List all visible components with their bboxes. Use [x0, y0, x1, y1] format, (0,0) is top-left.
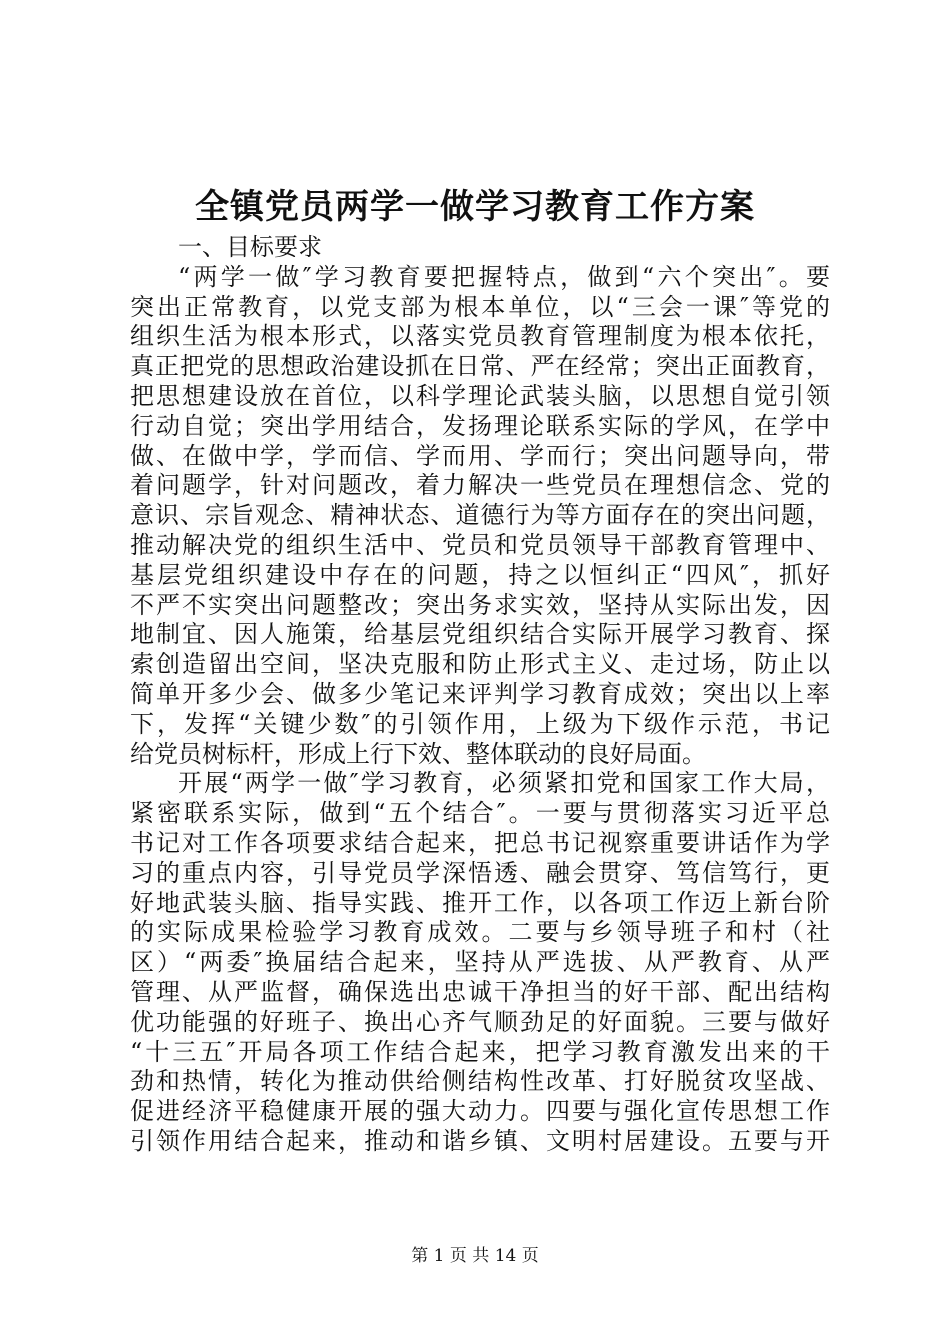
paragraph-line: 行动自觉；突出学用结合，发扬理论联系实际的学风，在学中 [130, 411, 830, 440]
paragraph-line: “十三五″开局各项工作结合起来，把学习教育激发出来的干 [130, 1037, 830, 1066]
paragraph-line: 紧密联系实际，做到“五个结合″。一要与贯彻落实习近平总 [130, 799, 830, 828]
paragraph-line: 劲和热情，转化为推动供给侧结构性改革、打好脱贫攻坚战、 [130, 1067, 830, 1096]
paragraph-line: 简单开多少会、做多少笔记来评判学习教育成效；突出以上率 [130, 679, 830, 708]
paragraph-line: 的实际成果检验学习教育成效。二要与乡领导班子和村（社 [130, 918, 830, 947]
paragraph-line: 管理、从严监督，确保选出忠诚干净担当的好干部、配出结构 [130, 977, 830, 1006]
paragraph-line: 着问题学，针对问题改，着力解决一些党员在理想信念、党的 [130, 471, 830, 500]
document-body [130, 233, 830, 1157]
paragraph-line: 意识、宗旨观念、精神状态、道德行为等方面存在的突出问题， [130, 501, 830, 530]
paragraph-line: 不严不实突出问题整改；突出务求实效，坚持从实际出发，因 [130, 590, 830, 619]
document-title: 全镇党员两学一做学习教育工作方案 [195, 187, 755, 227]
paragraph-2 [130, 769, 830, 1156]
paragraph-line: 优功能强的好班子、换出心齐气顺劲足的好面貌。三要与做好 [130, 1007, 830, 1036]
paragraph-line: 引领作用结合起来，推动和谐乡镇、文明村居建设。五要与开 [130, 1126, 830, 1155]
paragraph-line: 好地武装头脑、指导实践、推开工作，以各项工作迈上新台阶 [130, 888, 830, 917]
paragraph-line: 地制宜、因人施策，给基层党组织结合实际开展学习教育、探 [130, 620, 830, 649]
section-heading: 一、目标要求 [178, 233, 322, 261]
paragraph-line: 书记对工作各项要求结合起来，把总书记视察重要讲话作为学 [130, 828, 830, 857]
paragraph-line: 做、在做中学，学而信、学而用、学而行；突出问题导向，带 [130, 441, 830, 470]
paragraph-line: 促进经济平稳健康开展的强大动力。四要与强化宣传思想工作 [130, 1097, 830, 1126]
paragraph-line: 把思想建设放在首位，以科学理论武装头脑，以思想自觉引领 [130, 381, 830, 410]
paragraph-line: 习的重点内容，引导党员学深悟透、融会贯穿、笃信笃行，更 [130, 858, 830, 887]
paragraph-line: “两学一做″学习教育要把握特点，做到“六个突出″。要 [178, 262, 830, 291]
paragraph-line: 推动解决党的组织生活中、党员和党员领导干部教育管理中、 [130, 530, 830, 559]
paragraph-line: 索创造留出空间，坚决克服和防止形式主义、走过场，防止以 [130, 650, 830, 679]
paragraph-1 [130, 263, 830, 770]
page-footer [0, 1244, 950, 1268]
paragraph-line: 突出正常教育，以党支部为根本单位，以“三会一课″等党的 [130, 292, 830, 321]
paragraph-line: 给党员树标杆，形成上行下效、整体联动的良好局面。 [130, 739, 706, 768]
paragraph-line: 区）“两委″换届结合起来，坚持从严选拔、从严教育、从严 [130, 948, 830, 977]
paragraph-line: 开展“两学一做″学习教育，必须紧扣党和国家工作大局， [178, 769, 830, 798]
paragraph-line: 真正把党的思想政治建设抓在日常、严在经常；突出正面教育， [130, 352, 830, 381]
paragraph-line: 组织生活为根本形式，以落实党员教育管理制度为根本依托， [130, 322, 830, 351]
page-number-label: 第 1 页 共 14 页 [411, 1246, 539, 1266]
paragraph-line: 下，发挥“关键少数″的引领作用，上级为下级作示范，书记 [130, 709, 830, 738]
paragraph-line: 基层党组织建设中存在的问题，持之以恒纠正“四风″，抓好 [130, 560, 830, 589]
